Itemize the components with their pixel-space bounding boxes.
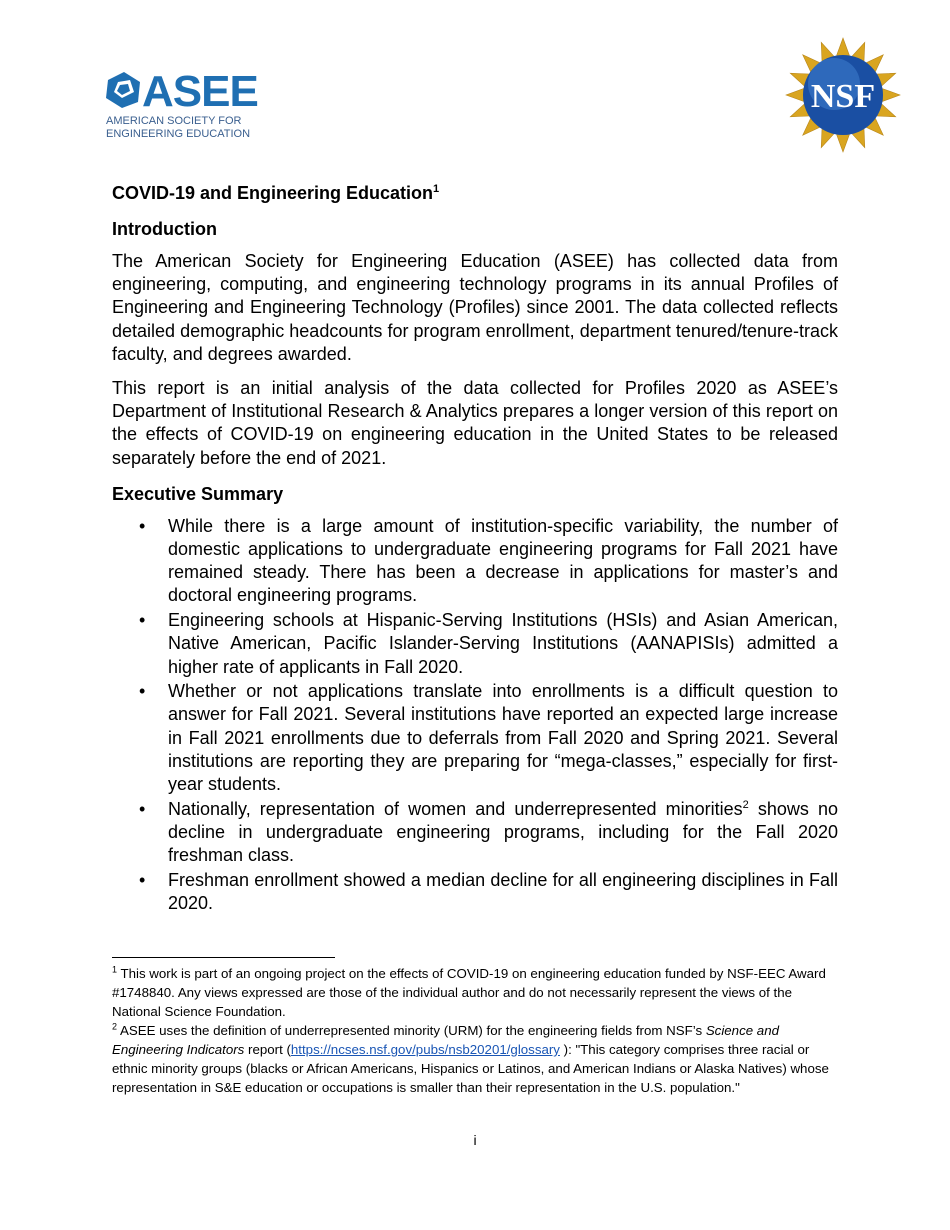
asee-emblem-icon	[106, 72, 140, 108]
list-item: • Engineering schools at Hispanic-Serving Institutions (HSIs) and Asian American, Native American, Pacific Islander-Serving Institutions (AANAPISIs) admitted a higher rate of applicants in Fall 2020.	[139, 610, 838, 677]
nsf-star-ray	[837, 38, 850, 56]
executive-summary-list	[112, 515, 838, 915]
list-item: • While there is a large amount of institution-specific variability, the number of domestic applications to undergraduate engineering programs for Fall 2021 have remained steady. There has been a decrease in applications for master’s and doctoral engineering programs.	[139, 515, 838, 606]
footnote-divider	[112, 957, 335, 958]
list-item: • Freshman enrollment showed a median decline for all engineering disciplines in Fall 2020.	[139, 869, 838, 914]
footnote-ref-1[interactable]: 1	[433, 183, 440, 195]
page-title: COVID-19 and Engineering Education$^1$	[112, 183, 440, 203]
main-content	[112, 180, 838, 917]
asee-logo	[100, 68, 260, 140]
nsf-star-ray	[837, 135, 850, 153]
asee-wordmark: ASEE	[142, 68, 258, 116]
footnotes	[112, 964, 838, 1097]
footnote-1: $^1$ This work is part of an ongoing project on the effects of COVID-19 on engineering education funded by NSF-EEC Award #1748840. Any views expressed are those of the individual author and do not necessarily represent the views of the National Science Foundation.	[112, 964, 826, 1019]
footnote-2: $^2$ ASEE uses the definition of underrepresented minority (URM) for the engineering fields from NSF’s Science and Engineering Indicators report (https://ncses.nsf.gov/pubs/nsb20201/glossary ): "This category comprises three racial or ethnic minority groups (blacks or African Americans, Hispanics or Latinos, and American Indians or Alaska Natives) whose representation in S&E education or occupations is smaller than their representation in the U.S. population."	[112, 1021, 829, 1095]
list-item: • Nationally, representation of women and underrepresented minorities$^2$ shows no decline in undergraduate engineering programs, including for the Fall 2020 freshman class.	[139, 798, 838, 866]
list-item: • Whether or not applications translate into enrollments is a difficult question to answer for Fall 2021. Several institutions have reported an expected large increase in Fall 2021 enrollments due to deferrals from Fall 2020 and Spring 2021. Several institutions are reporting they are preparing for “mega-classes,” especially for first-year students.	[139, 681, 838, 795]
bullet-icon: •	[139, 798, 146, 819]
asee-tagline-2: ENGINEERING EDUCATION	[106, 128, 251, 140]
bullet-icon: •	[139, 515, 146, 536]
bullet-icon: •	[139, 681, 146, 702]
intro-paragraph-2: This report is an initial analysis of the data collected for Profiles 2020 as ASEE’s Department of Institutional Research & Analytics prepares a longer version of this report on the effects of COVID-19 on engineering education in the United States to be released separately before the end of 2021.	[112, 378, 838, 468]
intro-paragraph-1: The American Society for Engineering Education (ASEE) has collected data from engineering, computing, and engineering technology programs in its annual Profiles of Engineering and Engineering Technology (Profiles) since 2001. The data collected reflects detailed demographic headcounts for program enrollment, department tenured/tenure-track faculty, and degrees awarded.	[112, 251, 838, 364]
asee-tagline-1: AMERICAN SOCIETY FOR	[106, 115, 242, 127]
executive-summary-heading: Executive Summary	[112, 483, 284, 504]
bullet-icon: •	[139, 869, 146, 890]
nsf-logo	[784, 36, 902, 154]
nsf-star-ray	[883, 89, 901, 102]
nsf-wordmark: NSF	[810, 78, 876, 115]
page-number: i	[473, 1132, 477, 1148]
introduction-heading: Introduction	[112, 219, 217, 239]
footnote-ref-2[interactable]: 2	[742, 798, 749, 811]
nsf-star-ray	[786, 89, 804, 102]
glossary-link[interactable]: https://ncses.nsf.gov/pubs/nsb20201/glossary	[290, 1042, 560, 1057]
bullet-icon: •	[139, 610, 146, 631]
